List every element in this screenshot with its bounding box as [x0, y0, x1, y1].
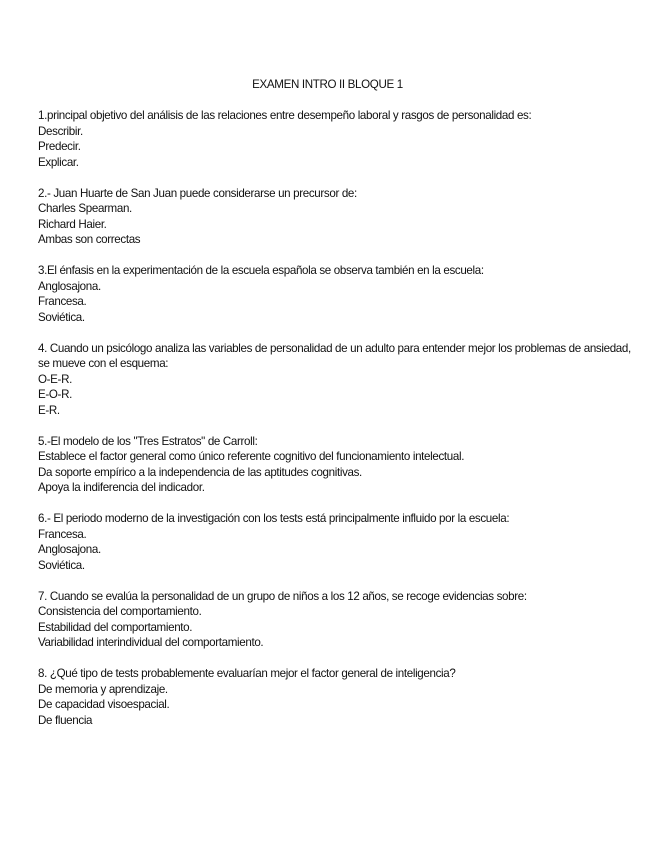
- question-stem: 7. Cuando se evalúa la personalidad de un grupo de niños a los 12 años, se recoge evidencias sobre:: [38, 589, 527, 603]
- question-7: [38, 589, 638, 651]
- question-6: [38, 511, 638, 573]
- answer-option: Francesa.: [38, 295, 87, 308]
- question-1: [38, 108, 638, 170]
- question-stem: 4. Cuando un psicólogo analiza las variables de personalidad de un adulto para entender mejor los problemas de ansiedad, se mueve con el esquema:: [38, 341, 631, 370]
- question-2: [38, 186, 638, 248]
- question-stem: 2.- Juan Huarte de San Juan puede considerarse un precursor de:: [38, 186, 357, 200]
- question-stem: 3.El énfasis en la experimentación de la escuela española se observa también en la escuela:: [38, 264, 484, 277]
- question-stem: 6.- El periodo moderno de la investigación con los tests está principalmente influido por la escuela:: [38, 512, 510, 525]
- answer-option: Establece el factor general como único referente cognitivo del funcionamiento intelectual.: [38, 450, 465, 463]
- answer-option: Estabilidad del comportamiento.: [38, 620, 193, 634]
- answer-option: Explicar.: [38, 155, 79, 169]
- answer-option: Anglosajona.: [38, 543, 101, 556]
- answer-option: De fluencia: [38, 713, 93, 727]
- answer-option: De memoria y aprendizaje.: [38, 682, 168, 696]
- question-8: [38, 666, 638, 728]
- answer-option: Soviética.: [38, 558, 85, 572]
- answer-option: De capacidad visoespacial.: [38, 698, 170, 711]
- question-5: [38, 434, 638, 496]
- answer-option: Predecir.: [38, 140, 81, 153]
- answer-option: Anglosajona.: [38, 279, 101, 293]
- answer-option: Da soporte empírico a la independencia de las aptitudes cognitivas.: [38, 465, 362, 479]
- question-3: [38, 263, 638, 325]
- answer-option: O-E-R.: [38, 372, 72, 386]
- answer-option: Variabilidad interindividual del comportamiento.: [38, 636, 264, 649]
- question-list: [38, 108, 638, 744]
- answer-option: Soviética.: [38, 310, 85, 324]
- answer-option: Describir.: [38, 124, 83, 138]
- question-stem: 8. ¿Qué tipo de tests probablemente evaluarían mejor el factor general de inteligencia?: [38, 667, 456, 680]
- answer-option: Apoya la indiferencia del indicador.: [38, 481, 205, 494]
- question-stem: 5.-El modelo de los "Tres Estratos" de Carroll:: [38, 434, 258, 448]
- question-4: [38, 341, 638, 419]
- answer-option: E-O-R.: [38, 388, 72, 401]
- answer-option: Francesa.: [38, 527, 87, 541]
- page-title: EXAMEN INTRO II BLOQUE 1: [252, 78, 403, 91]
- answer-option: E-R.: [38, 403, 60, 417]
- answer-option: Ambas son correctas: [38, 233, 141, 246]
- answer-option: Charles Spearman.: [38, 202, 132, 215]
- answer-option: Richard Haier.: [38, 217, 107, 231]
- answer-option: Consistencia del comportamiento.: [38, 605, 202, 618]
- question-stem: 1.principal objetivo del análisis de las relaciones entre desempeño laboral y rasgos de personalidad es:: [38, 109, 532, 122]
